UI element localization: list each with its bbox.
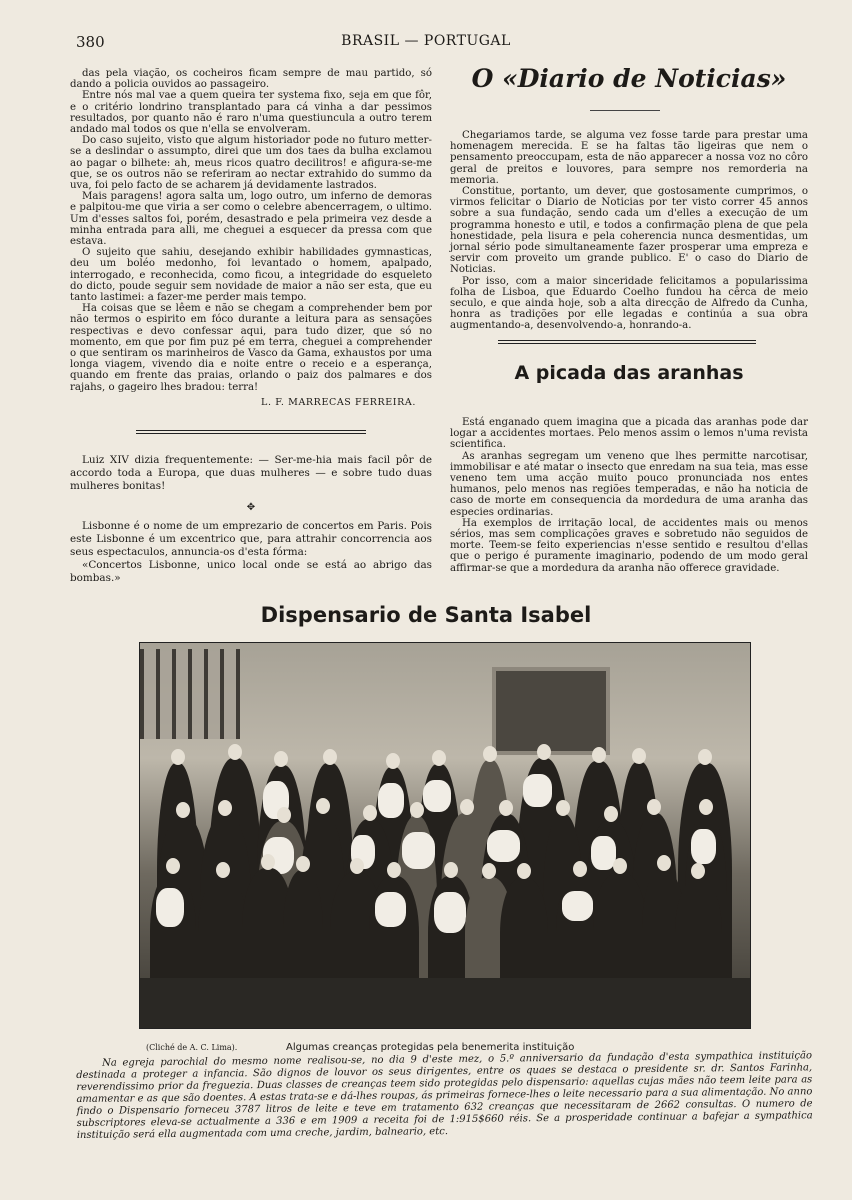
anecdote-text: Luiz XIV dizia frequentemente: — Ser-me-hia mais facil pôr de accordo toda a Europa, que duas mulheres — e sobre tudo duas mulheres bonitas! xyxy=(70,454,432,493)
face xyxy=(556,800,570,816)
face xyxy=(482,863,496,879)
face xyxy=(277,807,291,823)
face xyxy=(171,749,185,765)
face xyxy=(517,863,531,879)
face xyxy=(613,858,627,874)
page-number: 380 xyxy=(76,33,105,51)
photo-credit: (Cliché de A. C. Lima). xyxy=(146,1043,238,1052)
anecdote-block xyxy=(70,454,432,585)
face xyxy=(499,800,513,816)
article-title-aranhas: A picada das aranhas xyxy=(514,362,744,384)
infant xyxy=(691,829,716,864)
face xyxy=(274,751,288,767)
paragraph: Constitue, portanto, um dever, que gostosamente cumprimos, o virmos felicitar o Diario de Noticias por ter visto correr 45 annos sobre a sua fundação, sendo cada um d'elles a execução de um programma honesto e util, e todos a confirmação plena de que pela honestidade, pela lisura e pela coherencia nunca desmentidas, um jornal sério pode simultaneamente fazer prosperar uma empreza e servir com proveito um grande publico. E' o caso do Diario de Noticias. xyxy=(450,186,808,276)
infant xyxy=(591,836,616,869)
face xyxy=(363,805,377,821)
face xyxy=(592,747,606,763)
infant xyxy=(402,832,435,869)
paragraph: Do caso sujeito, visto que algum historiador pode no futuro metter-se a deslindar o assumpto, direi que um dos taes da bulha exclamou ao pagar o bilhete: ah, meus ricos quatro decilitros! e afigura-se-me que, se os outros não se referiram ao nectar extrahido do summo da uva, foi pelo facto de se acharem já devidamente lastrados. xyxy=(70,135,432,192)
face xyxy=(410,802,424,818)
paragraph: Chegariamos tarde, se alguma vez fosse tarde para prestar uma homenagem merecida. E se ha faltas tão ligeiras que nem o pensamento preoccupam, esta de não apparecer a nossa voz no côro geral de preitos e louvores, para sempre nos remorderia na memoria. xyxy=(450,130,808,186)
face xyxy=(573,861,587,877)
face xyxy=(387,862,401,878)
face xyxy=(483,746,497,762)
paragraph: Ha exemplos de irritação local, de accidentes mais ou menos sérios, mas sem complicações graves e sobretudo não seguidos de morte. Teem-se feito experiencias n'esse sentido e resultou d'ellas que o perigo é puramente imaginario, podendo de um modo geral affirmar-se que a mordedura da aranha não offerece gravidade. xyxy=(450,517,808,574)
paragraph: Por isso, com a maior sinceridade felicitamos a popularissima folha de Lisboa, que Eduardo Coelho fundou ha cêrca de meio seculo, e que ainda hoje, sob a alta direcção de Alfredo da Cunha, honra as tradições por elle legadas e continúa a sua obra augmentando-a, desenvolvendo-a, honrando-a. xyxy=(450,275,808,332)
article-title-dispensario: Dispensario de Santa Isabel xyxy=(260,603,592,627)
face xyxy=(228,744,242,760)
paragraph: Mais paragens! agora salta um, logo outro, um inferno de demoras e palpitou-me que viria a ser como o celebre abencerragem, o ultimo. Um d'esses saltos foi, porém, desastrado e pela primeira vez desde a minha entrada para alli, me cheguei a esquecer da pressa com que estava. xyxy=(70,191,432,248)
article-title-diario: O «Diario de Noticias» xyxy=(471,64,787,93)
infant xyxy=(156,888,185,927)
face xyxy=(432,750,446,766)
paragraph: Ha coisas que se lêem e não se chegam a comprehender bem por não termos o espirito em fóco durante a leitura para as sensações respectivas e devo confessar aqui, para tudo dizer, que só no momento, em que por fim puz pé em terra, cheguei a comprehender o que sentiram os marinheiros de Vasco da Gama, exhaustos por uma longa viagem, vivendo dia e noite entre o receio e a esperança, quando em frente das praias, orlando o paiz dos palmares e dos rajahs, o gageiro lhes bradou: terra! xyxy=(70,303,432,393)
infant xyxy=(487,830,520,863)
infant xyxy=(378,783,404,818)
photo-caption: Algumas creanças protegidas pela benemerita instituição xyxy=(286,1042,575,1053)
face xyxy=(316,798,330,814)
group-photograph xyxy=(139,642,751,1029)
face xyxy=(537,744,551,760)
face xyxy=(323,749,337,765)
crowd-of-women-and-children xyxy=(140,733,750,988)
diario-article xyxy=(450,130,808,332)
running-head: BRASIL — PORTUGAL xyxy=(341,33,511,49)
face xyxy=(632,748,646,764)
infant xyxy=(423,780,451,813)
aranhas-article xyxy=(450,417,808,574)
infant xyxy=(523,774,552,807)
anecdote-text: «Concertos Lisbonne, unico local onde se está ao abrigo das bombas.» xyxy=(70,559,432,585)
infant xyxy=(375,892,406,928)
infant xyxy=(434,892,466,933)
paragraph: Na egreja parochial do mesmo nome realisou-se, no dia 9 d'este mez, o 5.º anniversario da fundação d'esta sympathica instituição destinada a proteger a infancia. São dignos de louvor os seus dirigentes, entre os quaes se destaca o presidente sr. dr. Santos Farinha, reverendissimo prior da freguezia. Duas classes de creanças teem sido protegidas pelo dispensario: aquellas cujas mães não teem leite para as amamentar e as que são doentes. A estas trata-se e dá-lhes roupas, ás primeiras fornece-lhes o leite necessario para a sua alimentação. No anno findo o Dispensario forneceu 3787 litros de leite e teve em tratamento 632 creanças que necessitaram de 2662 consultas. O numero de subscriptores eleva-se actualmente a 336 e em 1909 a receita foi de 1:915$660 réis. Se a prosperidade continuar a bafejar a sympathica instituição será ella augmentada com uma creche, jardim, balneario, etc. xyxy=(76,1050,813,1141)
paragraph: O sujeito que sahiu, desejando exhibir habilidades gymnasticas, deu um boléo medonho, foi levantado o homem, apalpado, interrogado, e reconhecida, como ficou, a integridade do esqueleto do dicto, poude seguir sem novidade de maior a não ser esta, que eu tanto lastimei: a fazer-me perder mais tempo. xyxy=(70,247,432,304)
left-column xyxy=(70,68,432,585)
infant xyxy=(562,891,593,922)
anecdote-text: Lisbonne é o nome de um emprezario de concertos em Paris. Pois este Lisbonne é um excentrico que, para attrahir concorrencia aos seus espectaculos, annuncia-os d'esta fórma: xyxy=(70,520,432,559)
ground xyxy=(140,978,750,1028)
title-underline xyxy=(590,110,660,111)
face xyxy=(657,855,671,871)
section-divider xyxy=(498,340,756,344)
section-divider xyxy=(136,430,366,434)
face xyxy=(350,858,364,874)
paragraph: Entre nós mal vae a quem queira ter systema fixo, seja em que fôr, e o critério londrino transplantado para cá vinha a dar pessimos resultados, por quanto não é raro n'uma questiuncula a outro terem andado mal todos os que n'ella se envolveram. xyxy=(70,90,432,136)
dispensario-text xyxy=(76,1050,813,1142)
paragraph: Está enganado quem imagina que a picada das aranhas pode dar logar a accidentes mortaes. Pelo menos assim o lemos n'uma revista scientifica. xyxy=(450,417,808,451)
face xyxy=(166,858,180,874)
ornament-icon: ✥ xyxy=(246,502,256,514)
author-signature: L. F. MARRECAS FERREIRA. xyxy=(261,396,416,408)
paragraph: As aranhas segregam um veneno que lhes permitte narcotisar, immobilisar e até matar o insecto que enredam na sua teia, mas esse veneno tem uma acção muito pouco pronunciada nos entes humanos, pelo menos nas regiões temperadas, e não ha noticia de caso de morte em consequencia da mordedura de uma aranha das especies ordinarias. xyxy=(450,450,808,518)
face xyxy=(386,753,400,769)
barred-window xyxy=(140,649,240,739)
face xyxy=(691,863,705,879)
paragraph: das pela viação, os cocheiros ficam sempre de mau partido, só dando a policia ouvidos ao passageiro. xyxy=(70,68,432,91)
face xyxy=(647,799,661,815)
